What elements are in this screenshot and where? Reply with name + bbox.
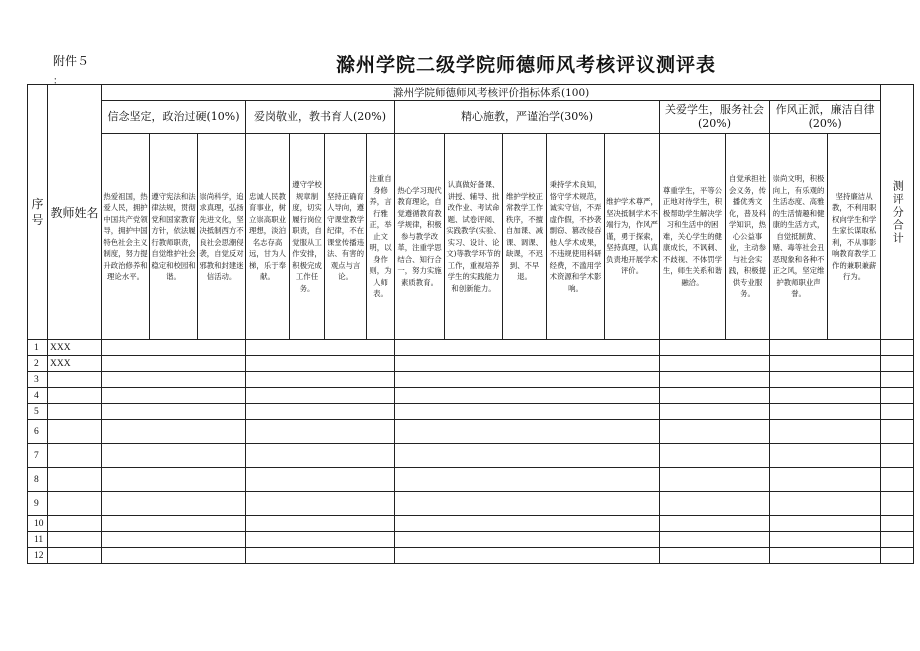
total-score-cell[interactable] [881, 388, 914, 404]
score-cell-category-5[interactable] [770, 516, 881, 532]
annex-label: 附件５ [53, 54, 90, 68]
score-cell-category-3[interactable] [395, 468, 660, 492]
row-seq: 9 [28, 492, 48, 516]
criterion-4: 忠诚人民教育事业，树立崇高职业理想，淡泊名志存高远，甘为人梯，乐于奉献。 [246, 134, 290, 340]
name-header-cell [48, 85, 102, 340]
total-score-cell[interactable] [881, 516, 914, 532]
annex-colon: ： [53, 76, 63, 87]
score-cell-category-5[interactable] [770, 420, 881, 444]
table-row [28, 356, 914, 372]
score-cell-category-1[interactable] [102, 340, 246, 356]
seq-header-cell [28, 85, 48, 340]
criterion-15: 崇尚文明，积极向上，有乐观的生活态度、高雅的生活情趣和健康的生活方式，自觉抵制黄、赌、毒等社会丑恶现象和各种不正之风，坚定维护教师职业声誉。 [770, 134, 828, 340]
row-seq: 10 [28, 516, 48, 532]
score-cell-category-1[interactable] [102, 492, 246, 516]
row-teacher-name[interactable]: XXX [48, 340, 102, 356]
score-cell-category-4[interactable] [660, 444, 770, 468]
category-5: 作风正派，廉洁自律(20%) [770, 101, 881, 134]
score-cell-category-1[interactable] [102, 404, 246, 420]
score-cell-category-1[interactable] [102, 444, 246, 468]
score-cell-category-5[interactable] [770, 404, 881, 420]
row-seq: 2 [28, 356, 48, 372]
seq-header: 序号 [31, 197, 46, 227]
score-cell-category-4[interactable] [660, 532, 770, 548]
table-row [28, 468, 914, 492]
row-teacher-name[interactable] [48, 444, 102, 468]
score-cell-category-4[interactable] [660, 388, 770, 404]
total-score-cell[interactable] [881, 420, 914, 444]
score-cell-category-5[interactable] [770, 372, 881, 388]
score-cell-category-1[interactable] [102, 372, 246, 388]
score-cell-category-2[interactable] [246, 404, 395, 420]
row-seq: 1 [28, 340, 48, 356]
row-teacher-name[interactable]: XXX [48, 356, 102, 372]
score-cell-category-5[interactable] [770, 444, 881, 468]
row-seq: 5 [28, 404, 48, 420]
criterion-13: 尊重学生，平等公正地对待学生，积极帮助学生解决学习和生活中的困难，关心学生的健康成长，不讽刺、不歧视、不体罚学生，师生关系和谐融洽。 [660, 134, 726, 340]
row-teacher-name[interactable] [48, 548, 102, 564]
row-teacher-name[interactable] [48, 372, 102, 388]
score-cell-category-5[interactable] [770, 356, 881, 372]
row-seq: 12 [28, 548, 48, 564]
row-teacher-name[interactable] [48, 492, 102, 516]
score-cell-category-1[interactable] [102, 468, 246, 492]
score-cell-category-2[interactable] [246, 492, 395, 516]
row-teacher-name[interactable] [48, 388, 102, 404]
score-cell-category-3[interactable] [395, 356, 660, 372]
table-row [28, 340, 914, 356]
score-cell-category-5[interactable] [770, 492, 881, 516]
table-row [28, 516, 914, 532]
table-row [28, 492, 914, 516]
row-teacher-name[interactable] [48, 532, 102, 548]
score-cell-category-3[interactable] [395, 404, 660, 420]
criterion-6: 坚持正确育人导向，遵守课堂教学纪律，不在课堂传播违法、有害的观点与言论。 [325, 134, 367, 340]
score-cell-category-3[interactable] [395, 444, 660, 468]
score-cell-category-3[interactable] [395, 372, 660, 388]
score-cell-category-2[interactable] [246, 516, 395, 532]
row-teacher-name[interactable] [48, 420, 102, 444]
table-row [28, 420, 914, 444]
score-cell-category-5[interactable] [770, 388, 881, 404]
table-row [28, 548, 914, 564]
row-teacher-name[interactable] [48, 404, 102, 420]
name-header: 教师姓名 [50, 205, 99, 220]
score-cell-category-4[interactable] [660, 492, 770, 516]
criterion-3: 崇尚科学，追求真理，弘扬先进文化，坚决抵制西方不良社会思潮侵袭，自觉反对邪教和封建迷信活动。 [198, 134, 246, 340]
total-score-cell[interactable] [881, 372, 914, 388]
table-row [28, 372, 914, 388]
score-cell-category-3[interactable] [395, 548, 660, 564]
criterion-14: 自觉承担社会义务，传播优秀文化，普及科学知识，热心公益事业，主动参与社会实践，积极提供专业服务。 [726, 134, 770, 340]
system-title: 滁州学院师德师风考核评价指标体系(100) [102, 85, 881, 101]
criterion-12: 维护学术尊严，坚决抵制学术不端行为，作风严谨，勇于探索，坚持真理，认真负责地开展学术评价。 [605, 134, 660, 340]
total-score-cell[interactable] [881, 404, 914, 420]
total-score-cell[interactable] [881, 492, 914, 516]
table-row [28, 388, 914, 404]
table-row [28, 444, 914, 468]
table-row [28, 532, 914, 548]
criterion-8: 热心学习现代教育理论，自觉遵循教育教学规律，积极参与教学改革，注重学思结合、知行合一，努力实施素质教育。 [395, 134, 445, 340]
total-header: 测评分合计 [891, 179, 905, 245]
score-cell-category-5[interactable] [770, 532, 881, 548]
score-cell-category-2[interactable] [246, 532, 395, 548]
criterion-11: 秉持学术良知，恪守学术规范，诚实守信，不弄虚作假，不抄袭剽窃、篡改侵吞他人学术成果，不违规使用科研经费，不滥用学术资源和学术影响。 [547, 134, 605, 340]
score-cell-category-4[interactable] [660, 548, 770, 564]
total-score-cell[interactable] [881, 444, 914, 468]
score-cell-category-1[interactable] [102, 532, 246, 548]
score-cell-category-4[interactable] [660, 340, 770, 356]
score-cell-category-2[interactable] [246, 468, 395, 492]
score-cell-category-4[interactable] [660, 420, 770, 444]
criterion-2: 遵守宪法和法律法规，贯彻党和国家教育方针，依法履行教师职责，自觉维护社会稳定和校园和谐。 [150, 134, 198, 340]
score-cell-category-2[interactable] [246, 444, 395, 468]
score-cell-category-2[interactable] [246, 340, 395, 356]
evaluation-table [27, 84, 914, 564]
row-seq: 6 [28, 420, 48, 444]
criterion-10: 维护学校正常教学工作秩序，不擅自加课、减课、调课、缺课，不迟到、不早退。 [503, 134, 547, 340]
table-row [28, 404, 914, 420]
row-seq: 8 [28, 468, 48, 492]
score-cell-category-2[interactable] [246, 372, 395, 388]
score-cell-category-4[interactable] [660, 404, 770, 420]
category-1: 信念坚定，政治过硬(10%) [102, 101, 246, 134]
score-cell-category-4[interactable] [660, 372, 770, 388]
score-cell-category-4[interactable] [660, 468, 770, 492]
score-cell-category-3[interactable] [395, 516, 660, 532]
criterion-9: 认真做好备课、讲授、辅导、批改作业、考试命题、试卷评阅、实践教学(实验、实习、设计、论文)等教学环节的工作，重视培养学生的实践能力和创新能力。 [445, 134, 503, 340]
score-cell-category-2[interactable] [246, 356, 395, 372]
row-seq: 4 [28, 388, 48, 404]
score-cell-category-5[interactable] [770, 468, 881, 492]
score-cell-category-3[interactable] [395, 492, 660, 516]
category-2: 爱岗敬业，教书育人(20%) [246, 101, 395, 134]
score-cell-category-1[interactable] [102, 356, 246, 372]
score-cell-category-3[interactable] [395, 340, 660, 356]
criterion-7: 注重自身修养，言行雅正，举止文明，以身作则，为人师表。 [367, 134, 395, 340]
row-seq: 11 [28, 532, 48, 548]
page-title: 滁州学院二级学院师德师风考核评议测评表 [336, 54, 717, 76]
score-cell-category-2[interactable] [246, 420, 395, 444]
score-cell-category-1[interactable] [102, 388, 246, 404]
row-seq: 3 [28, 372, 48, 388]
total-header-cell [881, 85, 914, 340]
category-3: 精心施教，严谨治学(30%) [395, 101, 660, 134]
score-cell-category-4[interactable] [660, 356, 770, 372]
score-cell-category-5[interactable] [770, 340, 881, 356]
total-score-cell[interactable] [881, 356, 914, 372]
total-score-cell[interactable] [881, 340, 914, 356]
category-4: 关爱学生，服务社会(20%) [660, 101, 770, 134]
score-cell-category-3[interactable] [395, 420, 660, 444]
criterion-16: 坚持廉洁从教，不利用职权向学生和学生家长谋取私利，不从事影响教育教学工作的兼职兼薪行为。 [828, 134, 881, 340]
row-teacher-name[interactable] [48, 516, 102, 532]
criterion-5: 遵守学校规章制度，切实履行岗位职责，自觉服从工作安排，积极完成工作任务。 [290, 134, 325, 340]
total-score-cell[interactable] [881, 532, 914, 548]
row-seq: 7 [28, 444, 48, 468]
score-cell-category-3[interactable] [395, 388, 660, 404]
score-cell-category-1[interactable] [102, 420, 246, 444]
score-cell-category-3[interactable] [395, 532, 660, 548]
total-score-cell[interactable] [881, 468, 914, 492]
score-cell-category-4[interactable] [660, 516, 770, 532]
score-cell-category-5[interactable] [770, 548, 881, 564]
total-score-cell[interactable] [881, 548, 914, 564]
score-cell-category-2[interactable] [246, 388, 395, 404]
criterion-1: 热爱祖国，热爱人民，拥护中国共产党领导，拥护中国特色社会主义制度，努力提升政治修养和理论水平。 [102, 134, 150, 340]
row-teacher-name[interactable] [48, 468, 102, 492]
score-cell-category-1[interactable] [102, 516, 246, 532]
score-cell-category-1[interactable] [102, 548, 246, 564]
score-cell-category-2[interactable] [246, 548, 395, 564]
